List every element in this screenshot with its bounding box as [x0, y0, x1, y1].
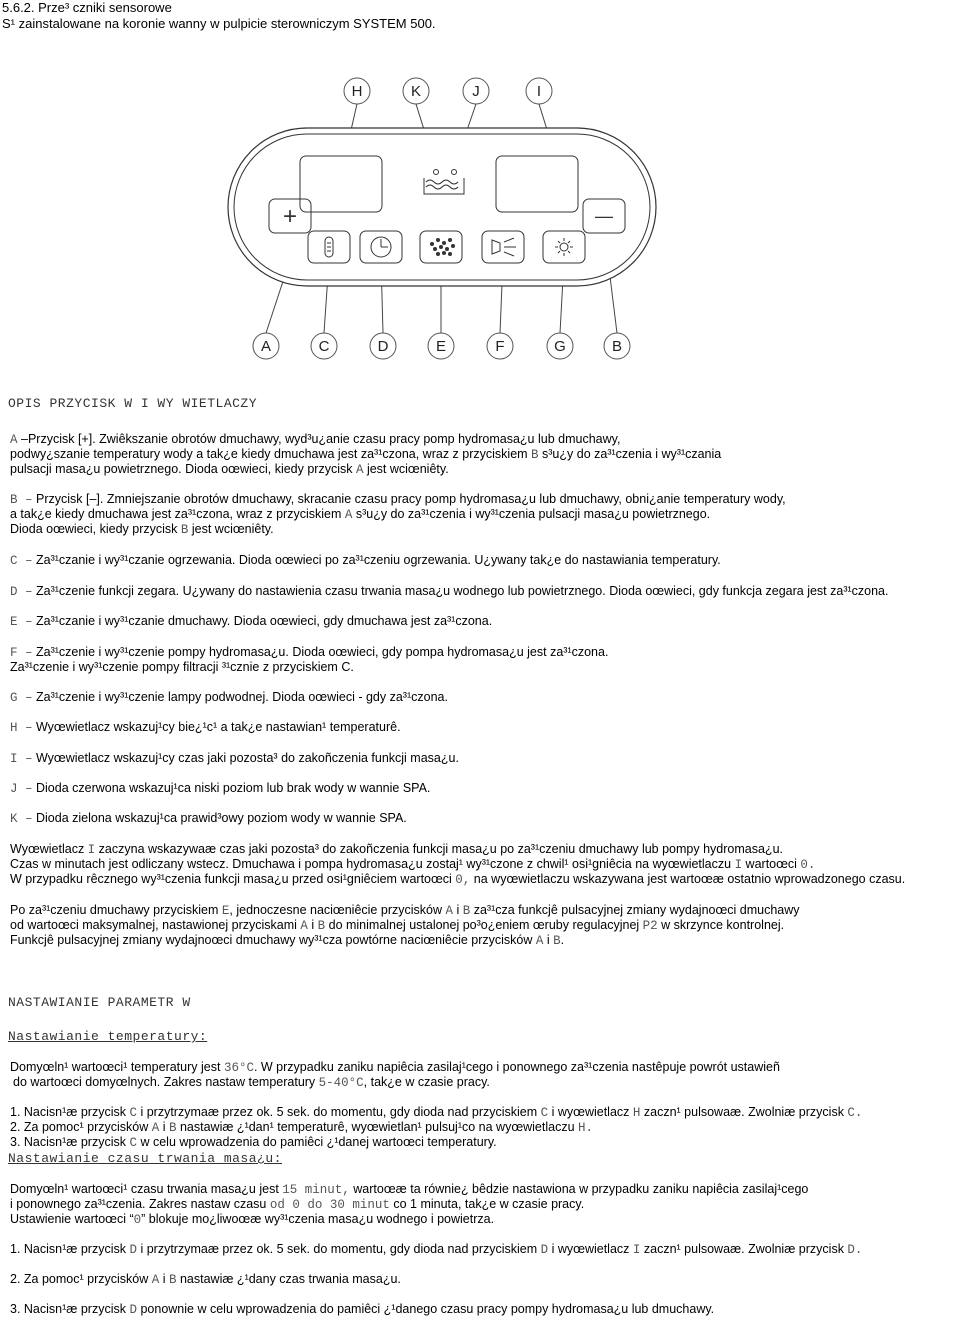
label-circle-b [604, 333, 630, 359]
svg-text:D: D [377, 338, 389, 355]
pulse-paragraph-line1: Po za³¹czeniu dmuchawy przyciskiem E, jednoczesne naciœniêcie przycisków A i B za³¹cza funkcjê pulsacyjnej zmiany wydajnoœci dmuchawy [10, 903, 800, 918]
temp-subheading: Nastawianie temperatury: [8, 1029, 208, 1044]
desc-f: F – Za³¹czenie i wy³¹czenie pompy hydromasa¿u. Dioda oœwieci, gdy pompa hydromasa¿u jest za³¹czona. [10, 645, 609, 660]
desc-a-line2: podwy¿szanie temperatury wody a tak¿e kiedy dmuchawa jest za³¹czona, wraz z przyciskiem B s³u¿y do za³¹czenia i wy³¹czania [10, 447, 722, 462]
label-circle-f [487, 333, 513, 359]
svg-text:J: J [472, 83, 480, 100]
desc-f-line2: Za³¹czenie i wy³¹czenie pompy filtracji ³¹cznie z przyciskiem C. [10, 660, 354, 674]
svg-text:+: + [282, 203, 298, 230]
label-circle-e [428, 333, 454, 359]
svg-text:K: K [410, 83, 422, 100]
desc-b-line3: Dioda oœwieci, kiedy przycisk B jest wciœniêty. [10, 522, 274, 537]
label-circle-k [403, 78, 429, 104]
label-circle-j [463, 78, 489, 104]
desc-k: K – Dioda zielona wskazuj¹ca prawid³owy poziom wody w wannie SPA. [10, 811, 407, 826]
desc-d: D – Za³¹czenie funkcji zegara. U¿ywany do nastawienia czasu trwania masa¿u wodnego lub powietrznego. Dioda oœwieci, gdy funkcja zegara jest za³¹czona. [10, 584, 889, 599]
time-default-line2: i ponownego za³¹czenia. Zakres nastaw czasu od 0 do 30 minut co 1 minuta, tak¿e w czasie pracy. [10, 1197, 585, 1212]
desc-b-line2: a tak¿e kiedy dmuchawa jest za³¹czona, wraz z przyciskiem A s³u¿y do za³¹czenia i wy³¹czenia pulsacji masa¿u powietrznego. [10, 507, 711, 522]
label-circle-h [344, 78, 370, 104]
svg-text:F: F [495, 338, 505, 355]
desc-a-line3: pulsacji masa¿u powietrznego. Dioda oœwieci, kiedy przycisk A jest wciœniêty. [10, 462, 449, 477]
temp-step-1: 1. Nacisn¹æ przycisk C i przytrzymaæ przez ok. 5 sek. do momentu, gdy dioda nad przyciskiem C i wyœwietlacz H zaczn¹ pulsowaæ. Zwolniæ przycisk C. [10, 1105, 863, 1120]
time-step-2: 2. Za pomoc¹ przycisków A i B nastawiæ ¿¹dany czas trwania masa¿u. [10, 1272, 401, 1287]
desc-a-line1: A –Przycisk [+]. Zwiêkszanie obrotów dmuchawy, wyd³u¿anie czasu pracy pomp hydromasa¿u lub dmuchawy, [10, 432, 621, 447]
svg-text:E: E [435, 338, 447, 355]
label-circle-a [253, 333, 279, 359]
opis-heading: OPIS PRZYCISK W I WY WIETLACZY [8, 396, 258, 411]
temp-default-line2: do wartoœci domyœlnych. Zakres nastaw temperatury 5-40°C, tak¿e w czasie pracy. [13, 1075, 490, 1090]
desc-i: I – Wyœwietlacz wskazuj¹cy czas jaki pozosta³ do zakoñczenia funkcji masa¿u. [10, 751, 459, 766]
desc-b-line1: B – Przycisk [–]. Zmniejszanie obrotów dmuchawy, skracanie czasu pracy pomp hydromasa¿u lub dmuchawy, obni¿anie temperatury wody, [10, 492, 786, 507]
param-heading: NASTAWIANIE PARAMETR W [8, 995, 191, 1010]
timer-paragraph-line1: Wyœwietlacz I zaczyna wskazywaæ czas jaki pozosta³ do zakoñczenia funkcji masa¿u po za³¹czeniu dmuchawy lub pompy hydromasa¿u. [10, 842, 783, 857]
timer-paragraph-line2: Czas w minutach jest odliczany wstecz. Dmuchawa i pompa hydromasa¿u zostaj¹ wy³¹czone z chwil¹ osi¹gniêcia na wyœwietlaczu I wartoœci 0. [10, 857, 816, 872]
desc-e: E – Za³¹czanie i wy³¹czanie dmuchawy. Dioda oœwieci, gdy dmuchawa jest za³¹czona. [10, 614, 493, 629]
svg-text:A: A [260, 338, 272, 355]
desc-j: J – Dioda czerwona wskazuj¹ca niski poziom lub brak wody w wannie SPA. [10, 781, 431, 796]
temp-step-2: 2. Za pomoc¹ przycisków A i B nastawiæ ¿¹dan¹ temperaturê, wyœwietlan¹ pulsuj¹co na wyœwietlaczu H. [10, 1120, 594, 1135]
time-default-line3: Ustawienie wartoœci “0” blokuje mo¿liwoœæ wy³¹czenia masa¿u wodnego i powietrza. [10, 1212, 495, 1227]
svg-text:I: I [536, 83, 542, 100]
control-panel-diagram [0, 0, 960, 380]
temp-step-3: 3. Nacisn¹æ przycisk C w celu wprowadzenia do pamiêci ¿¹danej wartoœci temperatury. [10, 1135, 497, 1150]
svg-text:C: C [318, 338, 330, 355]
time-default-line1: Domyœln¹ wartoœci¹ czasu trwania masa¿u jest 15 minut, wartoœæ ta równie¿ bêdzie nastawiona w przypadku zaniku napiêcia zasilaj¹cego [10, 1182, 809, 1197]
time-step-3: 3. Nacisn¹æ przycisk D ponownie w celu wprowadzenia do pamiêci ¿¹danego czasu pracy pompy hydromasa¿u lub dmuchawy. [10, 1302, 715, 1317]
svg-text:G: G [554, 338, 566, 355]
desc-c: C – Za³¹czanie i wy³¹czanie ogrzewania. Dioda oœwieci po za³¹czeniu ogrzewania. U¿ywany tak¿e do nastawiania temperatury. [10, 553, 721, 568]
section-heading: 5.6.2. Prze³ czniki sensorowe [2, 0, 172, 15]
timer-paragraph-line3: W przypadku rêcznego wy³¹czenia funkcji masa¿u przed osi¹gniêciem wartoœci 0, na wyœwietlaczu wskazywana jest wartoœæ ostatnio wprowadzonego czasu. [10, 872, 906, 887]
svg-text:B: B [611, 338, 623, 355]
time-step-1: 1. Nacisn¹æ przycisk D i przytrzymaæ przez ok. 5 sek. do momentu, gdy dioda nad przyciskiem D i wyœwietlacz I zaczn¹ pulsowaæ. Zwolniæ przycisk D. [10, 1242, 863, 1257]
pulse-paragraph-line2: od wartoœci maksymalnej, nastawionej przyciskami A i B do minimalnej ustalonej po³o¿eniem œruby regulacyjnej P2 w skrzynce kontrolnej. [10, 918, 785, 933]
label-circle-i [526, 78, 552, 104]
time-subheading: Nastawianie czasu trwania masa¿u: [8, 1151, 282, 1166]
desc-h: H – Wyœwietlacz wskazuj¹cy bie¿¹c¹ a tak¿e nastawian¹ temperaturê. [10, 720, 401, 735]
pulse-paragraph-line3: Funkcjê pulsacyjnej zmiany wydajnoœci dmuchawy wy³¹cza powtórne naciœniêcie przycisków A i B. [10, 933, 565, 948]
label-circle-g [547, 333, 573, 359]
svg-text:H: H [351, 83, 363, 100]
svg-text:—: — [595, 206, 613, 226]
temp-default-line1: Domyœln¹ wartoœci¹ temperatury jest 36°C. W przypadku zaniku napiêcia zasilaj¹cego i ponownego za³¹czenia nastêpuje powrót ustawieñ [10, 1060, 780, 1075]
section-subtitle: S¹ zainstalowane na koronie wanny w pulpicie sterowniczym SYSTEM 500. [2, 16, 436, 31]
desc-g: G – Za³¹czenie i wy³¹czenie lampy podwodnej. Dioda oœwieci - gdy za³¹czona. [10, 690, 448, 705]
label-circle-d [370, 333, 396, 359]
label-circle-c [311, 333, 337, 359]
